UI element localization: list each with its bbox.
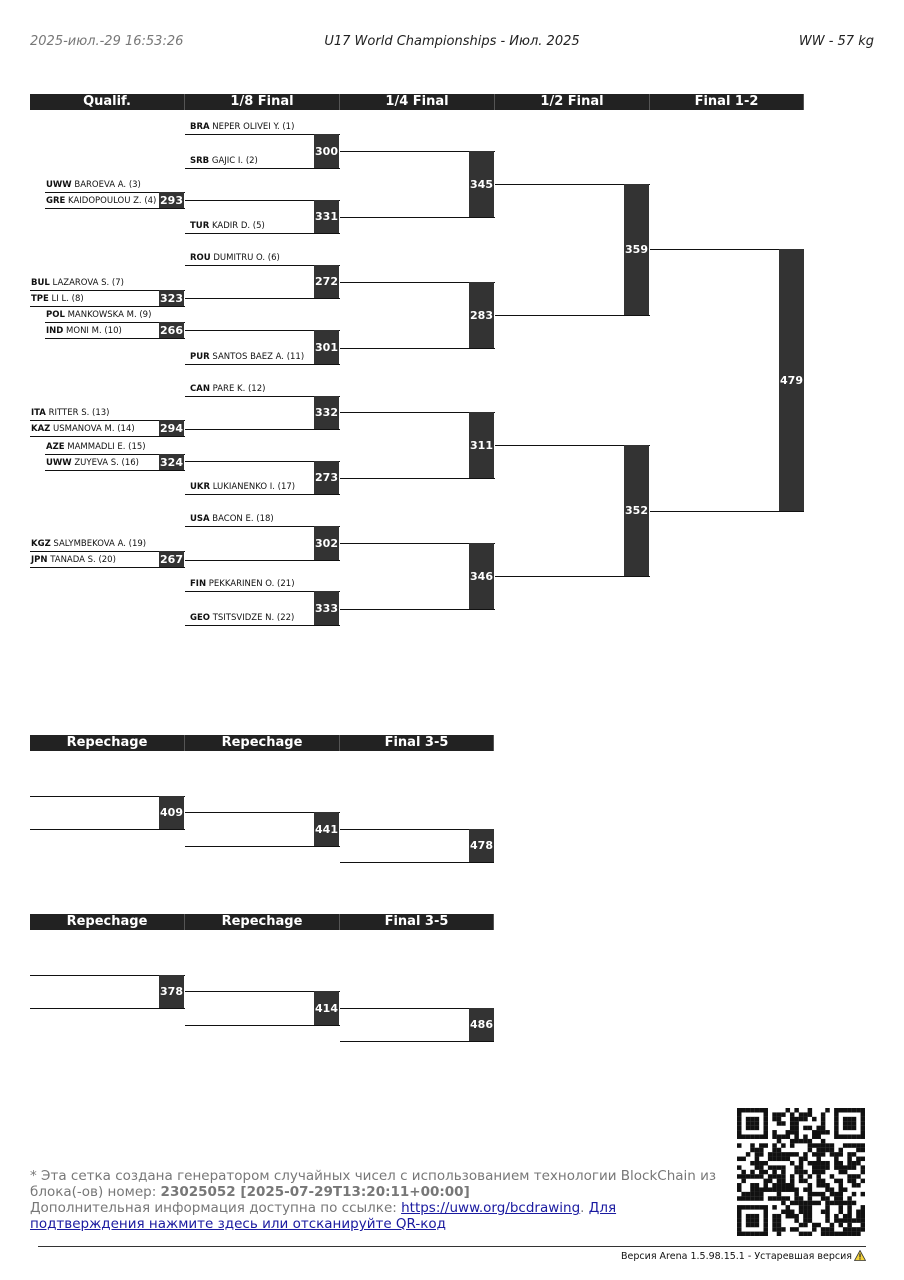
footer-note [30,1168,720,1232]
wrestler-entry [190,352,304,362]
country-code: UKR [190,482,211,492]
warning-icon [854,1250,866,1261]
bracket-line [340,1041,494,1042]
bracket-line [340,609,495,610]
bracket-line [30,567,185,568]
bout-eighth[interactable]: 302 [314,526,339,560]
col-head-semi: 1/2 Final [495,94,650,110]
bcdrawing-link[interactable]: https://uww.org/bcdrawing [401,1200,581,1216]
bout-repechage[interactable]: 409 [159,796,184,829]
wrestler-entry [31,278,124,288]
bout-quarter[interactable]: 311 [469,412,494,478]
wrestler-entry [46,458,139,468]
wrestler-entry [31,555,116,565]
bracket-line [45,470,185,471]
bout-qualif[interactable]: 324 [160,455,183,469]
bout-bronze[interactable]: 486 [469,1008,494,1041]
col-head-rep1-c: Final 3-5 [340,735,494,751]
bracket-line [45,338,185,339]
wrestler-entry [31,294,84,304]
wrestler-entry [190,221,265,231]
wrestler-name: GAJIC I. (2) [209,156,258,166]
country-code: PUR [190,352,210,362]
qr-code-icon[interactable] [737,1108,865,1236]
country-code: KAZ [31,424,51,434]
bout-qualif[interactable]: 267 [160,552,183,566]
wrestler-entry [46,180,141,190]
bracket-line [340,478,495,479]
bracket-line [185,494,340,495]
country-code: TUR [190,221,210,231]
wrestler-entry [31,408,109,418]
bracket-line [495,576,650,577]
wrestler-name: LI L. (8) [48,294,84,304]
wrestler-name: SANTOS BAEZ A. (11) [209,352,305,362]
country-code: BUL [31,278,50,288]
wrestler-entry [190,156,258,166]
country-code: FIN [190,579,207,589]
bracket-line [185,298,340,299]
country-code: GRE [46,196,66,206]
country-code: JPN [31,555,48,565]
wrestler-name: NEPER OLIVEI Y. (1) [209,122,295,132]
bracket-line [340,217,495,218]
bracket-line [185,364,340,365]
bout-semi[interactable]: 352 [624,445,649,576]
country-code: BRA [190,122,210,132]
country-code: ROU [190,253,211,263]
wrestler-entry [190,579,295,589]
col-head-rep2-c: Final 3-5 [340,914,494,930]
col-head-qualif: Qualif. [30,94,185,110]
bout-eighth[interactable]: 301 [314,330,339,364]
wrestler-entry [190,613,294,623]
bracket-line [30,436,185,437]
bout-quarter[interactable]: 283 [469,282,494,348]
bracket-line [30,306,185,307]
print-datetime: 2025-июл.-29 16:53:26 [30,34,184,49]
wrestler-name: MONI M. (10) [63,326,122,336]
bracket-line [185,1025,340,1026]
wrestler-entry [46,310,151,320]
bout-qualif[interactable]: 293 [160,193,183,207]
more-info-text: Дополнительная информация доступна по ссылке: [30,1200,402,1216]
bout-repechage[interactable]: 441 [314,812,339,846]
bout-semi[interactable]: 359 [624,184,649,315]
wrestler-name: KAIDOPOULOU Z. (4) [65,196,157,206]
wrestler-name: BAROEVA A. (3) [71,180,141,190]
wrestler-entry [190,253,280,263]
bout-eighth[interactable]: 333 [314,591,339,625]
bout-repechage[interactable]: 378 [159,975,184,1008]
wrestler-entry [46,326,122,336]
wrestler-entry [31,539,146,549]
wrestler-name: MAMMADLI E. (15) [64,442,146,452]
country-code: CAN [190,384,210,394]
bracket-line [30,1008,185,1009]
wrestler-name: PEKKARINEN O. (21) [206,579,295,589]
country-code: SRB [190,156,210,166]
footer-divider [38,1246,866,1247]
block-number: 23025052 [2025-07-29T13:20:11+00:00] [160,1184,470,1200]
event-title: U17 World Championships - Июл. 2025 [324,34,580,49]
bout-quarter[interactable]: 346 [469,543,494,609]
wrestler-name: BACON E. (18) [209,514,274,524]
bout-final[interactable]: 479 [779,249,804,511]
wrestler-name: SALYMBEKOVA A. (19) [50,539,147,549]
bout-eighth[interactable]: 331 [314,200,339,233]
wrestler-name: PARE K. (12) [209,384,266,394]
bout-repechage[interactable]: 414 [314,991,339,1025]
wrestler-entry [190,384,265,394]
bracket-line [185,625,340,626]
col-head-quarter: 1/4 Final [340,94,495,110]
wrestler-name: LUKIANENKO I. (17) [210,482,296,492]
bout-eighth[interactable]: 300 [314,134,339,168]
col-head-rep1-a: Repechage [30,735,185,751]
country-code: ITA [31,408,46,418]
col-head-rep2-a: Repechage [30,914,185,930]
wrestler-name: KADIR D. (5) [209,221,265,231]
bout-eighth[interactable]: 273 [314,461,339,494]
bracket-line [185,233,340,234]
wrestler-entry [46,196,156,206]
wrestler-entry [190,122,294,132]
bout-quarter[interactable]: 345 [469,151,494,217]
wrestler-name: ZUYEVA S. (16) [71,458,140,468]
col-head-rep2-b: Repechage [185,914,340,930]
bracket-line [45,208,185,209]
country-code: UWW [46,180,72,190]
country-code: IND [46,326,64,336]
wrestler-name: TANADA S. (20) [47,555,116,565]
bout-eighth[interactable]: 332 [314,396,339,429]
country-code: TPE [31,294,49,304]
col-head-rep1-b: Repechage [185,735,340,751]
bracket-line [185,168,340,169]
country-code: POL [46,310,65,320]
country-code: AZE [46,442,65,452]
wrestler-name: DUMITRU O. (6) [210,253,280,263]
bout-qualif[interactable]: 323 [160,291,183,305]
bracket-line [185,846,340,847]
bracket-line [185,560,340,561]
version-info [621,1250,866,1262]
wrestler-entry [46,442,146,452]
bracket-line [340,348,495,349]
bracket-line [185,429,340,430]
wrestler-entry [190,514,274,524]
wrestler-name: TSITSVIDZE N. (22) [210,613,295,623]
weight-category: WW - 57 kg [798,34,874,49]
wrestler-entry [190,482,295,492]
country-code: KGZ [31,539,51,549]
wrestler-name: RITTER S. (13) [45,408,110,418]
wrestler-name: LAZAROVA S. (7) [49,278,124,288]
wrestler-entry [31,424,135,434]
country-code: UWW [46,458,72,468]
country-code: GEO [190,613,211,623]
version-text: Версия Arena 1.5.98.15.1 - Устаревшая версия [621,1251,852,1262]
link-separator: . [580,1200,589,1216]
bracket-line [340,862,494,863]
bout-qualif[interactable]: 266 [160,323,183,337]
bracket-line [30,829,185,830]
wrestler-name: MANKOWSKA M. (9) [64,310,152,320]
wrestler-name: USMANOVA M. (14) [50,424,135,434]
bout-bronze[interactable]: 478 [469,829,494,862]
country-code: USA [190,514,210,524]
col-head-eighth: 1/8 Final [185,94,340,110]
confirm-link[interactable]: Для подтверждения нажмите здесь или отсканируйте QR-код [30,1200,617,1232]
col-head-final: Final 1-2 [650,94,804,110]
bracket-line [495,315,650,316]
blockchain-note: * Эта сетка создана генератором случайных чисел с использованием технологии BlockChain из блока(-ов) номер: [30,1168,717,1200]
bout-qualif[interactable]: 294 [160,421,183,435]
bracket-line [650,511,804,512]
bout-eighth[interactable]: 272 [314,265,339,298]
